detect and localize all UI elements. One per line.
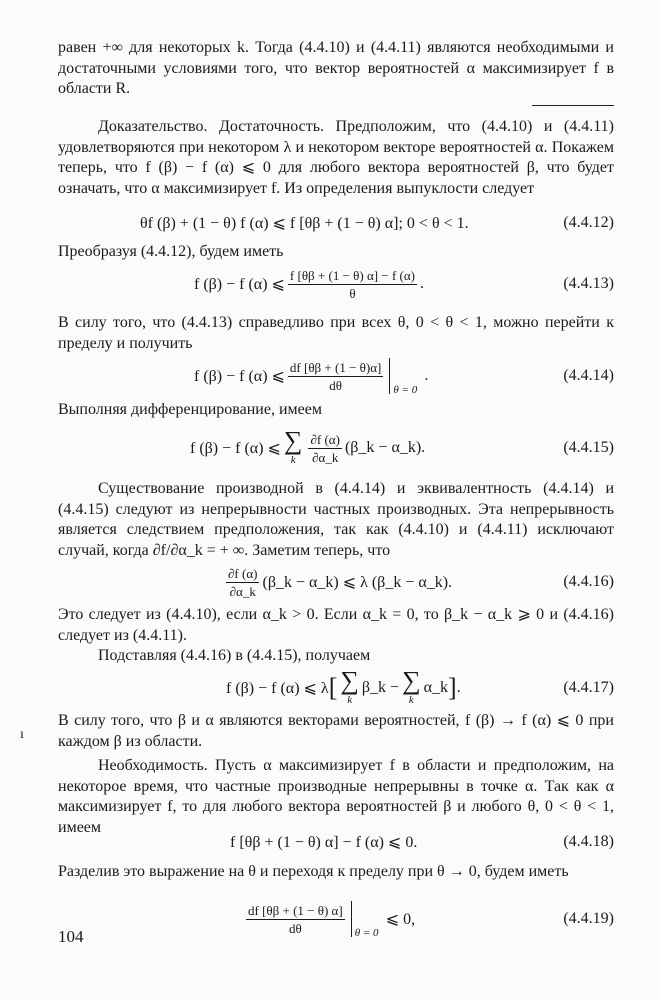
paragraph-transform: Преобразуя (4.4.12), будем иметь xyxy=(58,243,284,260)
paragraph-necessity: Необходимость. Пусть α максимизирует f в области и предположим, на некоторое время, что частные производные непрерывны в точке α. Так как α максимизирует f, то для любого вектора вероятностей β и любого θ, 0 < θ < 1, имеем xyxy=(58,757,614,836)
paragraph-divide: Разделив это выражение на θ и переходя к пределу при θ → 0, будем иметь xyxy=(58,863,569,880)
equation-body: θf (β) + (1 − θ) f (α) ⩽ f [θβ + (1 − θ) α]; 0 < θ < 1. xyxy=(140,215,469,232)
equation-body: f [θβ + (1 − θ) α] − f (α) ⩽ 0. xyxy=(230,834,418,851)
equation-number: (4.4.16) xyxy=(563,573,614,590)
equation-4-4-15 xyxy=(58,420,614,476)
equation-4-4-13 xyxy=(58,260,614,308)
paragraph-differentiate: Выполняя дифференцирование, имеем xyxy=(58,401,322,418)
equation-number: (4.4.17) xyxy=(563,679,614,696)
fraction: $\frac{\partial f (\alpha)}{\partial\alpha\_k}$ xyxy=(228,565,258,599)
equation-body: f (β) − f (α) ⩽ ∑ k $\frac{\partial f (\alpha)}{\partial\alpha\_k}$ (β_k − α_k). xyxy=(190,426,426,466)
paragraph-proof-sufficiency: Доказательство. Достаточность. Предположим, что (4.4.10) и (4.4.11) удовлетворяются при некотором λ и некотором векторе вероятностей α. Покажем теперь, что f (β) − f (α) ⩽ 0 для любого вектора вероятностей β, что будет означать, что α максимизирует f. Из определения выпуклости следует xyxy=(58,118,614,197)
equation-4-4-16 xyxy=(58,559,614,605)
equation-number: (4.4.13) xyxy=(563,275,614,292)
equation-body: f (β) − f (α) ⩽ $\frac{df [\theta\beta + (1 - \theta)\alpha]}{d\theta}$ θ = 0 . xyxy=(194,359,429,396)
margin-mark: ı xyxy=(20,727,24,742)
equation-number: (4.4.18) xyxy=(563,833,614,850)
equation-4-4-17 xyxy=(58,662,614,714)
equation-body: f (β) − f (α) ⩽ λ [ ∑ k β_k − ∑ k α_k ] . xyxy=(226,666,461,706)
fraction: $\frac{df [\theta\beta + (1 - \theta) \alpha]}{d\theta}$ xyxy=(248,902,343,936)
fraction: $\frac{df [\theta\beta + (1 - \theta)\alpha]}{d\theta}$ xyxy=(289,359,382,393)
equation-number: (4.4.12) xyxy=(563,214,614,231)
paragraph-continuation: равен +∞ для некоторых k. Тогда (4.4.10) и (4.4.11) являются необходимыми и достаточными условиями того, что вектор вероятностей α максимизирует f в области R. xyxy=(58,39,614,97)
equation-number: (4.4.19) xyxy=(563,910,614,927)
equation-4-4-18 xyxy=(58,822,614,862)
summation: ∑ k xyxy=(283,426,303,466)
paragraph-substitute: Подставляя (4.4.16) в (4.4.15), получаем xyxy=(98,647,371,664)
evaluation-bar: θ = 0 xyxy=(389,358,424,394)
page-number: 104 xyxy=(58,927,84,946)
section-rule xyxy=(532,105,614,106)
equation-number: (4.4.15) xyxy=(563,439,614,456)
equation-body: f (β) − f (α) ⩽ $\frac{f [\theta\beta + (1 - \theta) \alpha] - f (\alpha)}{\theta}$ . xyxy=(194,267,424,301)
equation-body: $\frac{\partial f (\alpha)}{\partial\alpha\_k}$ (β_k − α_k) ⩽ λ (β_k − α_k). xyxy=(228,565,453,599)
fraction: $\frac{f [\theta\beta + (1 - \theta) \alpha] - f (\alpha)}{\theta}$ xyxy=(289,267,415,301)
paragraph-limit: В силу того, что (4.4.13) справедливо при всех θ, 0 < θ < 1, можно перейти к пределу и получить xyxy=(58,314,614,352)
equation-body: $\frac{df [\theta\beta + (1 - \theta) \alpha]}{d\theta}$ θ = 0 ⩽ 0, xyxy=(248,902,416,939)
summation: ∑ k xyxy=(402,666,421,706)
equation-number: (4.4.14) xyxy=(563,367,614,384)
equation-4-4-19 xyxy=(58,892,614,946)
paragraph-follows: Это следует из (4.4.10), если α_k > 0. Если α_k = 0, то β_k − α_k ⩾ 0 и (4.4.16) следует из (4.4.11). xyxy=(58,606,614,644)
fraction: $\frac{\partial f (\alpha)}{\partial\alpha\_k}$ xyxy=(310,431,340,465)
equation-4-4-14 xyxy=(58,351,614,401)
paragraph-existence: Существование производной в (4.4.14) и эквивалентность (4.4.14) и (4.4.15) следуют из непрерывности частных производных. Эта непрерывность является следствием предположения, так как (4.4.10) и (4.4.11) исключают случай, когда ∂f/∂α_k = + ∞. Заметим теперь, что xyxy=(58,480,614,559)
evaluation-bar: θ = 0 xyxy=(351,901,386,937)
equation-4-4-12 xyxy=(58,203,614,243)
summation: ∑ k xyxy=(340,666,359,706)
paragraph-vectors: В силу того, что β и α являются векторами вероятностей, f (β) → f (α) ⩽ 0 при каждом β из области. xyxy=(58,712,614,750)
